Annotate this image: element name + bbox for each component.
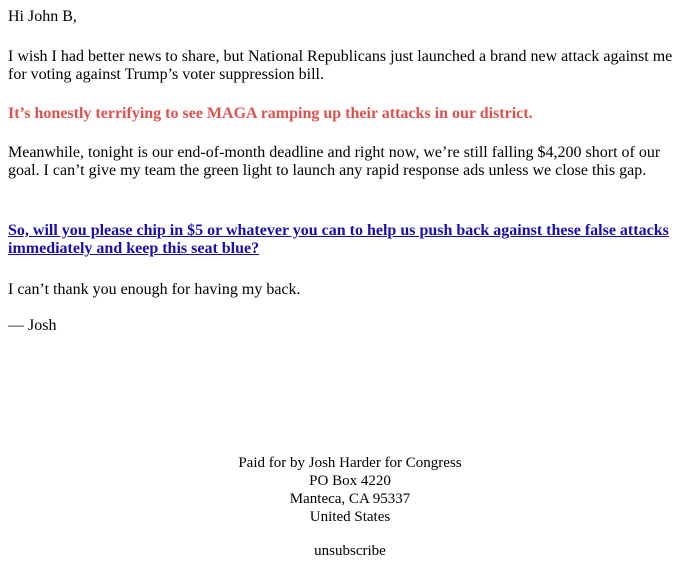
alert-paragraph: It’s honestly terrifying to see MAGA ramping up their attacks in our district. [8, 105, 533, 122]
thanks-paragraph: I can’t thank you enough for having my back. [8, 281, 301, 298]
email-footer [0, 454, 700, 526]
intro-paragraph: I wish I had better news to share, but National Republicans just launched a brand new attack against me for voting against Trump’s voter suppression bill. [8, 48, 673, 83]
donate-link[interactable]: So, will you please chip in $5 or whatever you can to help us push back against these false attacks immediately and keep this seat blue? [8, 222, 669, 257]
unsubscribe-container [0, 542, 700, 560]
unsubscribe-link[interactable]: unsubscribe [314, 543, 386, 559]
deadline-paragraph: Meanwhile, tonight is our end-of-month deadline and right now, we’re still falling $4,200 short of our goal. I can’t give my team the green light to launch any rapid response ads unless we close this gap. [8, 144, 661, 179]
address-line-2: Manteca, CA 95337 [289, 491, 411, 507]
signoff: — Josh [8, 317, 57, 334]
address-country: United States [309, 509, 391, 525]
address-line-1: PO Box 4220 [309, 473, 391, 489]
paid-for-disclaimer: Paid for by Josh Harder for Congress [238, 455, 462, 471]
greeting: Hi John B, [8, 8, 77, 25]
cta-paragraph [8, 222, 694, 258]
